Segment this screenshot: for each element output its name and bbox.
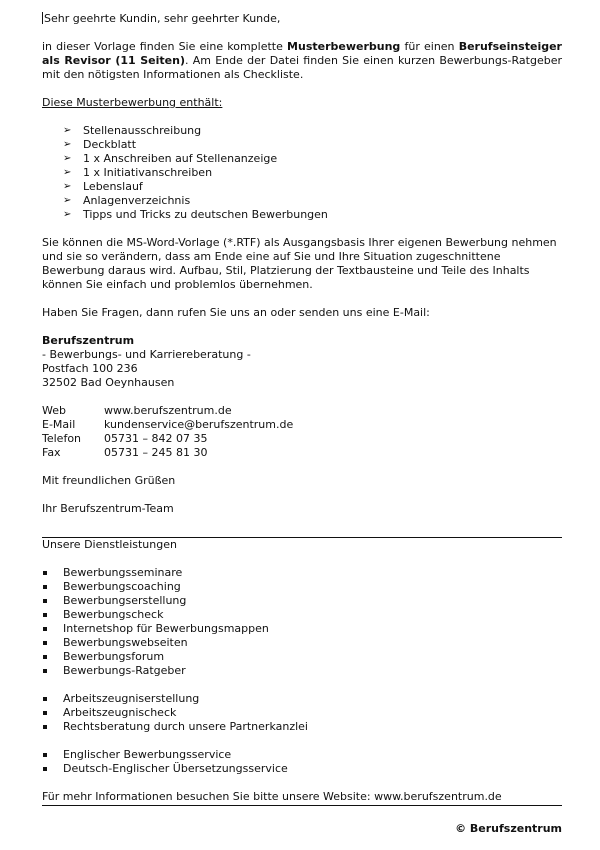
list-item: Deutsch-Englischer Übersetzungsservice bbox=[42, 762, 562, 776]
list-item: Bewerbungsseminare bbox=[42, 566, 562, 580]
contact-table bbox=[42, 404, 293, 460]
list-item: Bewerbungscheck bbox=[42, 608, 562, 622]
list-item: Rechtsberatung durch unsere Partnerkanzlei bbox=[42, 720, 562, 734]
contact-row-email: E-Mail kundenservice@berufszentrum.de bbox=[42, 418, 294, 431]
list-item: Arbeitszeugniserstellung bbox=[42, 692, 562, 706]
list-item: Internetshop für Bewerbungsmappen bbox=[42, 622, 562, 636]
services-list-1 bbox=[42, 566, 562, 678]
company-name: Berufszentrum bbox=[42, 334, 135, 347]
text-cursor bbox=[42, 12, 43, 24]
contact-row-web: Web www.berufszentrum.de bbox=[42, 404, 293, 418]
list-item: ➢ Stellenausschreibung bbox=[63, 124, 562, 138]
contents-list bbox=[42, 124, 562, 222]
list-item: ➢ 1 x Anschreiben auf Stellenanzeige bbox=[63, 152, 562, 166]
intro-paragraph: in dieser Vorlage finden Sie eine komplette Musterbewerbung für einen Berufseinsteiger als Revisor (11 Seiten). Am Ende der Datei finden Sie einen kurzen Bewerbungs-Ratgeber mit den nötigsten Informationen als Checkliste. bbox=[42, 40, 563, 81]
intro-bold-position: Berufseinsteiger als Revisor (11 Seiten) bbox=[42, 40, 562, 67]
closing: Mit freundlichen Grüßen bbox=[42, 474, 176, 487]
list-item: Englischer Bewerbungsservice bbox=[42, 748, 562, 762]
signature: Ihr Berufszentrum-Team bbox=[42, 502, 174, 515]
list-item: ➢ 1 x Initiativanschreiben bbox=[63, 166, 562, 180]
company-city: 32502 Bad Oeynhausen bbox=[42, 376, 175, 389]
copyright: © Berufszentrum bbox=[455, 822, 562, 835]
list-item: ➢ Lebenslauf bbox=[63, 180, 562, 194]
list-item: Bewerbungscoaching bbox=[42, 580, 562, 594]
list-item: Arbeitszeugnischeck bbox=[42, 706, 562, 720]
greeting: Sehr geehrte Kundin, sehr geehrter Kunde, bbox=[44, 12, 281, 25]
list-item: ➢ Deckblatt bbox=[63, 138, 562, 152]
company-tagline: - Bewerbungs- und Karriereberatung - bbox=[42, 348, 251, 361]
more-info-line: Für mehr Informationen besuchen Sie bitte unsere Website: www.berufszentrum.de bbox=[42, 790, 502, 803]
contact-row-fax: Fax 05731 – 245 81 30 bbox=[42, 446, 208, 459]
company-street: Postfach 100 236 bbox=[42, 362, 138, 375]
divider bbox=[42, 805, 562, 806]
questions-line: Haben Sie Fragen, dann rufen Sie uns an oder senden uns eine E-Mail: bbox=[42, 306, 430, 319]
list-item: ➢ Tipps und Tricks zu deutschen Bewerbungen bbox=[63, 208, 562, 222]
list-item: Bewerbungsforum bbox=[42, 650, 562, 664]
list-item: Bewerbungs-Ratgeber bbox=[42, 664, 562, 678]
services-heading: Unsere Dienstleistungen bbox=[42, 538, 177, 551]
rtf-paragraph: Sie können die MS-Word-Vorlage (*.RTF) als Ausgangsbasis Ihrer eigenen Bewerbung nehmen und sie so verändern, dass am Ende eine auf Sie und Ihre Situation zugeschnittene Bewerbung daraus wird. Aufbau, Stil, Platzierung der Textbausteine und Teile des Inhalts können Sie einfach und problemlos übernehmen. bbox=[42, 236, 557, 291]
email-link[interactable]: kundenservice@berufszentrum.de bbox=[104, 418, 294, 431]
document-page bbox=[42, 12, 562, 806]
intro-bold-musterbewerbung: Musterbewerbung bbox=[287, 40, 401, 53]
list-item: ➢ Anlagenverzeichnis bbox=[63, 194, 562, 208]
web-link[interactable]: www.berufszentrum.de bbox=[104, 404, 232, 417]
services-list-3 bbox=[42, 748, 562, 776]
list-item: Bewerbungserstellung bbox=[42, 594, 562, 608]
services-list-2 bbox=[42, 692, 562, 734]
contact-row-phone: Telefon 05731 – 842 07 35 bbox=[42, 432, 208, 445]
contents-heading: Diese Musterbewerbung enthält: bbox=[42, 96, 223, 109]
list-item: Bewerbungswebseiten bbox=[42, 636, 562, 650]
